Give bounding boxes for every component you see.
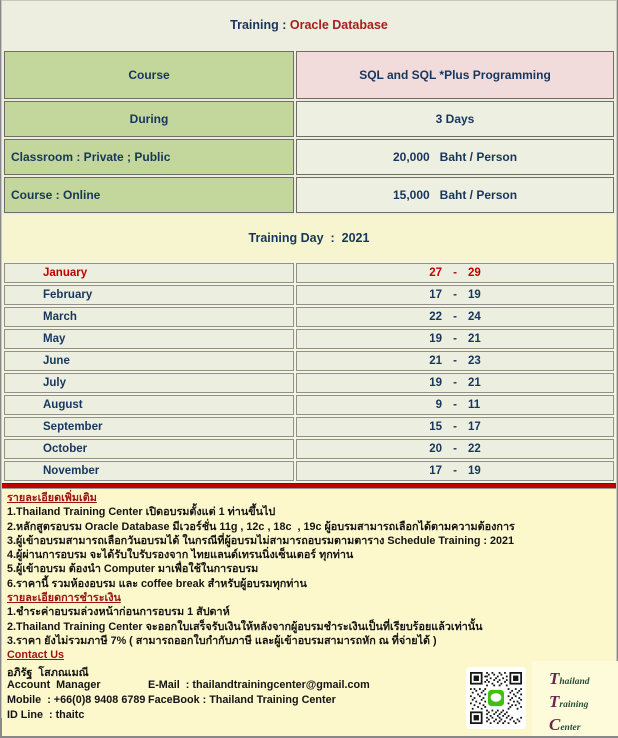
month-dates [296, 373, 614, 393]
date-start: 19 [429, 377, 442, 389]
date-dash: - [453, 289, 457, 301]
date-start: 17 [429, 465, 442, 477]
date-end: 19 [468, 289, 481, 301]
date-end: 23 [468, 355, 481, 367]
date-dash: - [453, 377, 457, 389]
contact-facebook: FaceBook : Thailand Training Center [148, 693, 336, 706]
course-label: Course [4, 51, 294, 99]
details-item: 3.ผู้เข้าอบรมสามารถเลือกวันอบรมได้ ในกรณีที่ผู้อบรมไม่สามารถอบรมตามตาราง Schedule Training : 2021 [7, 534, 515, 547]
page-title-prefix: Training : [230, 18, 290, 32]
line-badge-icon [491, 693, 502, 702]
info-row-online [4, 177, 614, 213]
contact-mobile: Mobile : +66(0)8 9408 6789 [7, 693, 146, 706]
payment-item: 3.ราคา ยังไม่รวมภาษี 7% ( สามารถออกใบกำกับภาษี และผู้เข้าอบรมสามารถหัก ณ ที่จ่ายได้ ) [7, 634, 437, 647]
month-row [4, 263, 614, 283]
date-dash: - [453, 399, 457, 411]
month-row [4, 329, 614, 349]
month-dates [296, 285, 614, 305]
schedule-table-wrap [2, 261, 616, 483]
date-end: 17 [468, 421, 481, 433]
date-end: 21 [468, 377, 481, 389]
course-value: SQL and SQL *Plus Programming [296, 51, 614, 99]
logo-text: enter [560, 722, 581, 733]
contact-name: อภิรัฐ โสภณเมณี [7, 666, 89, 679]
month-row [4, 395, 614, 415]
info-row-classroom [4, 139, 614, 175]
month-name: October [4, 439, 294, 459]
page-title-course: Oracle Database [289, 18, 388, 32]
during-value: 3 Days [296, 101, 614, 137]
logo-text: raining [559, 699, 589, 710]
date-end: 19 [468, 465, 481, 477]
month-dates [296, 439, 614, 459]
contact-id-line: ID Line : thaitc [7, 708, 85, 721]
date-start: 20 [429, 443, 442, 455]
month-dates [296, 351, 614, 371]
contact-email: E-Mail : thailandtrainingcenter@gmail.com [148, 678, 370, 691]
training-flyer [1, 0, 617, 734]
month-row [4, 307, 614, 327]
online-label: Course : Online [4, 177, 294, 213]
month-name: June [4, 351, 294, 371]
month-name: September [4, 417, 294, 437]
payment-heading: รายละเอียดการชำระเงิน [7, 592, 121, 605]
month-row [4, 461, 614, 481]
month-name: January [4, 263, 294, 283]
month-row [4, 351, 614, 371]
date-dash: - [453, 421, 457, 433]
course-info-table [2, 49, 616, 215]
date-end: 29 [468, 267, 481, 279]
month-dates [296, 307, 614, 327]
month-name: November [4, 461, 294, 481]
month-dates [296, 417, 614, 437]
date-start: 21 [429, 355, 442, 367]
details-item: 2.หลักสูตรอบรม Oracle Database มีเวอร์ชั่น 11g , 12c , 18c , 19c ผู้อบรมสามารถเลือกได้ตามความต้องการ [7, 520, 515, 533]
month-row [4, 439, 614, 459]
details-item: 4.ผู้ผ่านการอบรม จะได้รับใบรับรองจาก ไทยแลนด์เทรนนิ่งเซ็นเตอร์ ทุกท่าน [7, 549, 354, 562]
date-start: 22 [429, 311, 442, 323]
date-start: 19 [429, 333, 442, 345]
date-start: 17 [429, 289, 442, 301]
thailand-training-center-logo [532, 661, 618, 736]
date-dash: - [453, 355, 457, 367]
month-row [4, 373, 614, 393]
during-label: During [4, 101, 294, 137]
logo-line [532, 692, 618, 715]
date-start: 27 [429, 267, 442, 279]
details-item: 5.ผู้เข้าอบรม ต้องนำ Computer มาเพื่อใช้ในการอบรม [7, 563, 259, 576]
classroom-label: Classroom : Private ; Public [4, 139, 294, 175]
month-dates [296, 461, 614, 481]
contact-block [2, 663, 616, 736]
date-dash: - [453, 267, 457, 279]
date-dash: - [453, 443, 457, 455]
details-item: 1.Thailand Training Center เปิดอบรมตั้งแต่ 1 ท่านขึ้นไป [7, 506, 276, 519]
date-dash: - [453, 311, 457, 323]
schedule-heading: Training Day : 2021 [2, 215, 616, 261]
line-qr-code [466, 667, 526, 729]
date-dash: - [453, 465, 457, 477]
month-dates [296, 329, 614, 349]
contact-heading: Contact Us [7, 649, 64, 662]
contact-role: Account Manager [7, 678, 101, 691]
details-item: 6.ราคานี้ รวมห้องอบรม และ coffee break สำหรับผู้อบรมทุกท่าน [7, 577, 307, 590]
month-name: July [4, 373, 294, 393]
info-row-during [4, 101, 614, 137]
logo-line [532, 715, 618, 738]
date-start: 15 [429, 421, 442, 433]
month-name: August [4, 395, 294, 415]
month-row [4, 417, 614, 437]
schedule-table [2, 261, 616, 483]
date-end: 24 [468, 311, 481, 323]
payment-item: 1.ชำระค่าอบรมล่วงหน้าก่อนการอบรม 1 สัปดาห์ [7, 606, 230, 619]
details-section [2, 489, 616, 663]
qr-code-icon [470, 672, 522, 724]
date-start: 9 [435, 399, 442, 411]
logo-line [532, 669, 618, 692]
details-heading: รายละเอียดเพิ่มเติม [7, 492, 97, 504]
payment-item: 2.Thailand Training Center จะออกใบเสร็จรับเงินให้หลังจากผู้อบรมชำระเงินเป็นที่เรียบร้อยแล้วเท่านั้น [7, 620, 483, 633]
info-row-course [4, 51, 614, 99]
date-end: 11 [468, 399, 481, 411]
online-price: 15,000 Baht / Person [296, 177, 614, 213]
month-row [4, 285, 614, 305]
logo-text: hailand [559, 676, 590, 687]
month-name: May [4, 329, 294, 349]
month-dates [296, 263, 614, 283]
date-dash: - [453, 333, 457, 345]
logo-initial: C [549, 714, 561, 734]
logo-initial: T [549, 668, 560, 688]
date-end: 21 [468, 333, 481, 345]
date-end: 22 [468, 443, 481, 455]
month-dates [296, 395, 614, 415]
month-name: February [4, 285, 294, 305]
page-title [2, 1, 616, 49]
classroom-price: 20,000 Baht / Person [296, 139, 614, 175]
month-name: March [4, 307, 294, 327]
logo-initial: T [549, 691, 560, 711]
